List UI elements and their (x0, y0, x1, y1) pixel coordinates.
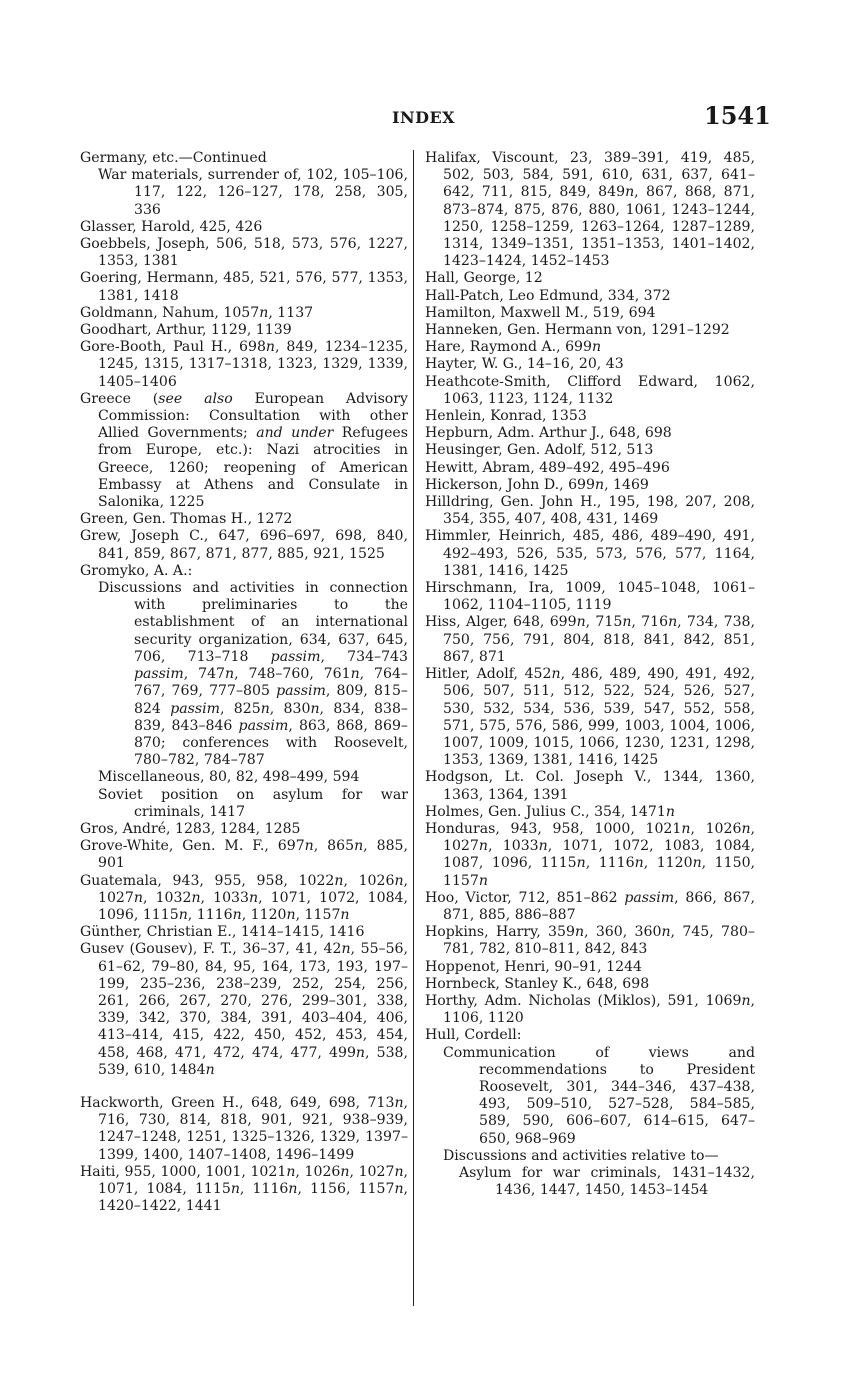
index-entry: Hitler, Adolf, 452n, 486, 489, 490, 491, 492, 506, 507, 511, 512, 522, 524, 526, 527, 530, 532, 534, 536, 539, 547, 552, 558, 571, 575, 576, 586, 999, 1003, 1004, 1006, 1007, 1009, 1015, 1066, 1230, 1231, 1298, 1353, 1369, 1381, 1416, 1425 (425, 666, 755, 769)
index-entry: Hewitt, Abram, 489–492, 495–496 (425, 459, 670, 476)
index-entry: Hiss, Alger, 648, 699n, 715n, 716n, 734, 738, 750, 756, 791, 804, 818, 841, 842, 851, 867, 871 (425, 614, 755, 665)
index-entry: Hamilton, Maxwell M., 519, 694 (425, 304, 656, 321)
index-entry: Germany, etc.—Continued (80, 150, 267, 166)
index-entry: Hayter, W. G., 14–16, 20, 43 (425, 356, 624, 373)
index-subentry: Communication of views and recommendations to President Roosevelt, 301, 344–346, 437–438, 493, 509–510, 527–528, 584–585, 589, 590, 606–607, 614–615, 647–650, 968–969 (443, 1044, 755, 1147)
index-entry: Günther, Christian E., 1414–1415, 1416 (80, 924, 365, 941)
index-entry: Hackworth, Green H., 648, 649, 698, 713n, 716, 730, 814, 818, 901, 921, 938–939, 1247–1248, 1251, 1325–1326, 1329, 1397–1399, 1400, 1407–1408, 1496–1499 (80, 1094, 408, 1163)
column-divider (413, 150, 414, 1306)
index-entry: Goebbels, Joseph, 506, 518, 573, 576, 1227, 1353, 1381 (80, 236, 408, 270)
index-column-left (80, 150, 408, 1215)
index-entry: Gusev (Gousev), F. T., 36–37, 41, 42n, 55–56, 61–62, 79–80, 84, 95, 164, 173, 193, 197–199, 235–236, 238–239, 252, 254, 256, 261, 266, 267, 270, 276, 299–301, 338, 339, 342, 370, 384, 391, 403–404, 406, 413–414, 415, 422, 450, 452, 453, 454, 458, 468, 471, 472, 474, 477, 499n, 538, 539, 610, 1484n (80, 941, 408, 1078)
index-entry: Haiti, 955, 1000, 1001, 1021n, 1026n, 1027n, 1071, 1084, 1115n, 1116n, 1156, 1157n, 1420–1422, 1441 (80, 1163, 409, 1215)
index-subentry: War materials, surrender of, 102, 105–106, 117, 122, 126–127, 178, 258, 305, 336 (98, 167, 408, 218)
index-entry: Gromyko, A. A.: (80, 562, 193, 579)
index-subentry: Soviet position on asylum for war criminals, 1417 (98, 786, 408, 820)
index-entry: Halifax, Viscount, 23, 389–391, 419, 485, 502, 503, 584, 591, 610, 631, 637, 641–642, 711, 815, 849, 849n, 867, 868, 871, 873–874, 875, 876, 880, 1061, 1243–1244, 1250, 1258–1259, 1263–1264, 1287–1289, 1314, 1349–1351, 1351–1353, 1401–1402, 1423–1424, 1452–1453 (425, 150, 756, 270)
running-head: INDEX (392, 108, 456, 127)
index-entry: Grew, Joseph C., 647, 696–697, 698, 840, 841, 859, 867, 871, 877, 885, 921, 1525 (80, 528, 408, 562)
index-entry: Green, Gen. Thomas H., 1272 (80, 511, 293, 528)
index-entry: Himmler, Heinrich, 485, 486, 489–490, 491, 492–493, 526, 535, 573, 576, 577, 1164, 1381, 1416, 1425 (425, 528, 755, 579)
index-entry: Henlein, Konrad, 1353 (425, 408, 587, 425)
index-entry: Hodgson, Lt. Col. Joseph V., 1344, 1360, 1363, 1364, 1391 (425, 769, 755, 803)
index-entry: Hepburn, Adm. Arthur J., 648, 698 (425, 425, 672, 442)
index-entry: Heathcote-Smith, Clifford Edward, 1062, 1063, 1123, 1124, 1132 (425, 373, 755, 407)
index-entry: Goldmann, Nahum, 1057n, 1137 (80, 304, 314, 321)
index-entry: Goering, Hermann, 485, 521, 576, 577, 1353, 1381, 1418 (80, 270, 408, 304)
index-entry: Horthy, Adm. Nicholas (Miklos), 591, 1069n, 1106, 1120 (425, 992, 755, 1027)
index-entry: Hoo, Victor, 712, 851–862 passim, 866, 867, 871, 885, 886–887 (425, 889, 756, 923)
index-subentry: Discussions and activities in connection with preliminaries to the establishment of an international security organization, 634, 637, 645, 706, 713–718 passim, 734–743 passim, 747n, 748–760, 761n, 764–767, 769, 777–805 passim, 809, 815–824 passim, 825n, 830n, 834, 838–839, 843–846 passim, 863, 868, 869–870; conferences with Roosevelt, 780–782, 784–787 (98, 580, 408, 769)
index-entry: Hall-Patch, Leo Edmund, 334, 372 (425, 287, 671, 304)
index-subentry: Asylum for war criminals, 1431–1432, 1436, 1447, 1450, 1453–1454 (459, 1164, 755, 1199)
index-entry: Hilldring, Gen. John H., 195, 198, 207, 208, 354, 355, 407, 408, 431, 1469 (425, 494, 755, 528)
index-entry: Hopkins, Harry, 359n, 360, 360n, 745, 780–781, 782, 810–811, 842, 843 (425, 924, 755, 958)
index-entry: Greece (see also European Advisory Commission: Consultation with other Allied Governments; and under Refugees from Europe, etc.): Nazi atrocities in Greece, 1260; reopening of American Embassy at Athens and Consulate in Salonika, 1225 (80, 390, 408, 511)
index-entry: Gros, André, 1283, 1284, 1285 (80, 820, 301, 837)
index-entry: Hull, Cordell: (425, 1027, 522, 1044)
page-number: 1541 (704, 101, 771, 130)
index-entry: Hickerson, John D., 699n, 1469 (425, 476, 649, 493)
index-column-right (425, 150, 755, 1199)
index-entry: Guatemala, 943, 955, 958, 1022n, 1026n, 1027n, 1032n, 1033n, 1071, 1072, 1084, 1096, 1115n, 1116n, 1120n, 1157n (80, 872, 408, 923)
index-entry: Hirschmann, Ira, 1009, 1045–1048, 1061–1062, 1104–1105, 1119 (425, 580, 755, 614)
index-entry: Goodhart, Arthur, 1129, 1139 (80, 322, 292, 339)
index-entry: Heusinger, Gen. Adolf, 512, 513 (425, 442, 654, 459)
index-entry: Hall, George, 12 (425, 270, 543, 287)
index-entry: Gore-Booth, Paul H., 698n, 849, 1234–1235, 1245, 1315, 1317–1318, 1323, 1329, 1339, 1405–1406 (80, 339, 408, 390)
index-entry: Hoppenot, Henri, 90–91, 1244 (425, 958, 643, 975)
index-subentry: Discussions and activities relative to— (443, 1147, 719, 1164)
index-entry: Hornbeck, Stanley K., 648, 698 (425, 975, 650, 992)
index-entry: Hare, Raymond A., 699n (425, 339, 602, 356)
index-entry: Holmes, Gen. Julius C., 354, 1471n (425, 803, 675, 820)
index-subentry: Miscellaneous, 80, 82, 498–499, 594 (98, 769, 360, 786)
index-entry: Hanneken, Gen. Hermann von, 1291–1292 (425, 322, 730, 339)
index-entry: Honduras, 943, 958, 1000, 1021n, 1026n, 1027n, 1033n, 1071, 1072, 1083, 1084, 1087, 1096, 1115n, 1116n, 1120n, 1150, 1157n (425, 820, 756, 889)
index-entry: Grove-White, Gen. M. F., 697n, 865n, 885, 901 (80, 838, 408, 872)
index-entry: Glasser, Harold, 425, 426 (80, 218, 263, 235)
